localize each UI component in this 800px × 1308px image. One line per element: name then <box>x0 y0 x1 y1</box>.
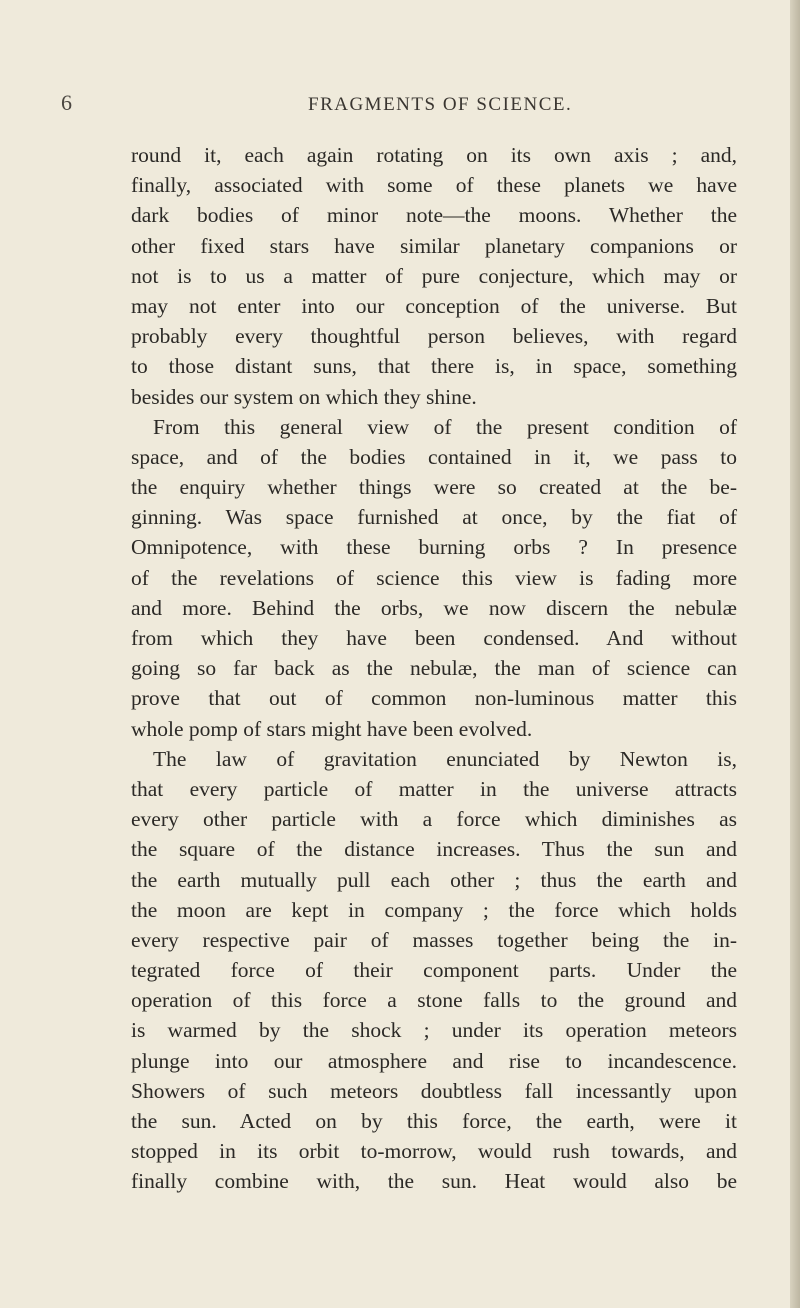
text-line: to those distant suns, that there is, in space, something <box>131 354 737 379</box>
text-line: going so far back as the nebulæ, the man of science can <box>131 656 737 681</box>
text-line: ginning. Was space furnished at once, by the fiat of <box>131 505 737 530</box>
text-line: besides our system on which they shine. <box>131 384 477 409</box>
text-line: the moon are kept in company ; the force which holds <box>131 897 737 922</box>
text-line: the square of the distance increases. Thus the sun and <box>131 837 737 862</box>
text-line: space, and of the bodies contained in it, we pass to <box>131 444 737 469</box>
page-number: 6 <box>61 90 72 115</box>
text-line: prove that out of common non-luminous matter this <box>131 686 737 711</box>
text-line: the sun. Acted on by this force, the earth, were it <box>131 1109 737 1133</box>
text-line: finally, associated with some of these planets we have <box>131 173 737 198</box>
text-line: Omnipotence, with these burning orbs ? In presence <box>131 535 737 560</box>
text-line: probably every thoughtful person believes, with regard <box>131 324 737 349</box>
text-line: from which they have been condensed. And without <box>131 626 737 650</box>
paragraph-start-line: The law of gravitation enunciated by Newton is, <box>153 746 737 771</box>
text-line: finally combine with, the sun. Heat would also be <box>131 1169 737 1194</box>
text-line: not is to us a matter of pure conjecture, which may or <box>131 263 737 288</box>
text-line: tegrated force of their component parts. Under the <box>131 958 737 983</box>
paragraph-start-line: From this general view of the present condition of <box>153 414 737 439</box>
text-line: the enquiry whether things were so created at the be- <box>131 475 737 500</box>
text-line: and more. Behind the orbs, we now discern the nebulæ <box>131 595 737 620</box>
text-line: whole pomp of stars might have been evolved. <box>131 716 533 741</box>
page-header <box>0 90 790 130</box>
text-line: operation of this force a stone falls to the ground and <box>131 988 737 1013</box>
body-text <box>131 140 737 1197</box>
text-line: plunge into our atmosphere and rise to incandescence. <box>131 1048 737 1073</box>
text-line: the earth mutually pull each other ; thus the earth and <box>131 867 737 892</box>
text-line: every respective pair of masses together being the in- <box>131 927 737 952</box>
text-line: every other particle with a force which diminishes as <box>131 807 737 832</box>
text-line: may not enter into our conception of the universe. But <box>131 293 737 318</box>
text-line: stopped in its orbit to-morrow, would rush towards, and <box>131 1139 737 1164</box>
text-line: round it, each again rotating on its own axis ; and, <box>131 143 737 167</box>
text-line: other fixed stars have similar planetary companions or <box>131 233 737 258</box>
page-edge <box>790 0 800 1308</box>
text-line: Showers of such meteors doubtless fall incessantly upon <box>131 1078 737 1103</box>
text-line: that every particle of matter in the universe attracts <box>131 776 737 801</box>
running-title: FRAGMENTS OF SCIENCE. <box>308 94 573 115</box>
text-line: dark bodies of minor note—the moons. Whether the <box>131 203 737 228</box>
text-line: of the revelations of science this view is fading more <box>131 565 737 590</box>
text-line: is warmed by the shock ; under its operation meteors <box>131 1018 737 1043</box>
